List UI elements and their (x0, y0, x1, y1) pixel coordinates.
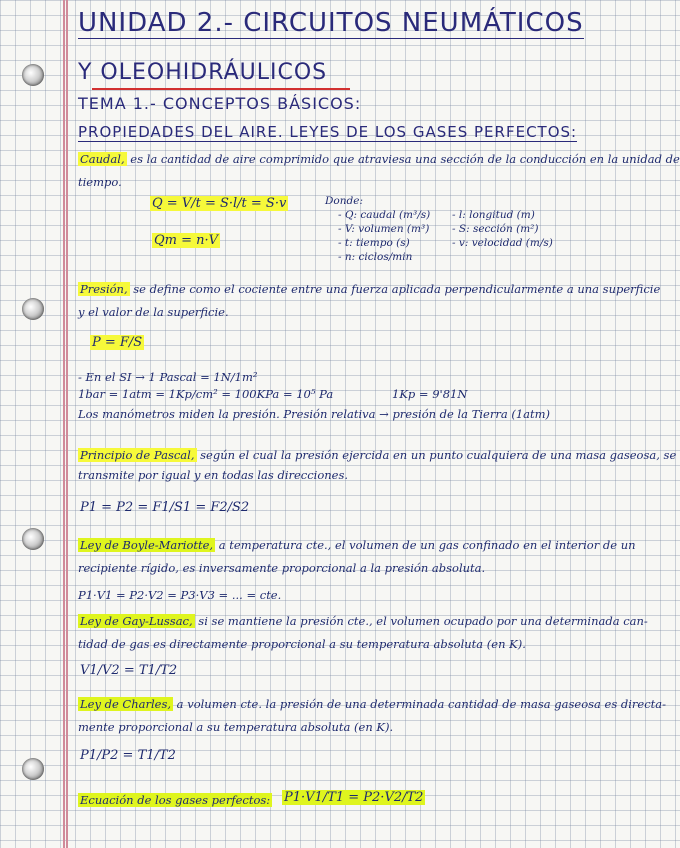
presion-paragraph-line2: y el valor de la superficie. (78, 305, 229, 319)
si-line: - En el SI → 1 Pascal = 1N/1m² (78, 370, 258, 384)
pascal-formula: P1 = P2 = F1/S1 = F2/S2 (80, 500, 250, 515)
legend-title: Donde: (325, 195, 363, 207)
title-underline (92, 88, 350, 90)
presion-paragraph-line1 (78, 282, 660, 296)
kp-line: 1Kp = 9'81N (392, 387, 468, 401)
caudal-text: es la cantidad de aire comprimido que atraviesa una sección de la conducción en la unidad de (126, 152, 680, 166)
boyle-text: a temperatura cte., el volumen de un gas confinado en el interior de un (215, 538, 636, 552)
mass-flow-formula: Qm = n·V (154, 233, 219, 248)
legend-item: - V: volumen (m³) (338, 223, 430, 235)
topic-title: TEMA 1.- CONCEPTOS BÁSICOS: (78, 94, 362, 113)
pressure-formula: P = F/S (92, 335, 143, 350)
legend-item: - Q: caudal (m³/s) (338, 209, 431, 221)
unit-title-line1: UNIDAD 2.- CIRCUITOS NEUMÁTICOS (78, 8, 584, 38)
gay-lussac-paragraph-line2: tidad de gas es directamente proporcional a su temperatura absoluta (en K). (78, 637, 526, 651)
legend-item: - S: sección (m²) (452, 223, 539, 235)
boyle-term: Ley de Boyle-Mariotte, (80, 538, 214, 552)
section-title: PROPIEDADES DEL AIRE. LEYES DE LOS GASES PERFECTOS: (78, 123, 578, 141)
boyle-paragraph-line2: recipiente rígido, es inversamente proporcional a la presión absoluta. (78, 561, 486, 575)
boyle-formula: P1·V1 = P2·V2 = P3·V3 = ... = cte. (78, 588, 282, 602)
presion-term: Presión, (80, 282, 128, 296)
charles-text: a volumen cte. la presión de una determinada cantidad de masa gaseosa es directa- (173, 697, 667, 711)
charles-formula: P1/P2 = T1/T2 (80, 748, 176, 763)
charles-paragraph-line2: mente proporcional a su temperatura absoluta (en K). (78, 720, 394, 734)
pascal-text: según el cual la presión ejercida en un punto cualquiera de una masa gaseosa, se (196, 448, 677, 462)
caudal-paragraph-line1 (78, 152, 680, 166)
caudal-formula: Q = V/t = S·l/t = S·v (152, 196, 287, 211)
margin-line (66, 0, 68, 848)
caudal-paragraph-line2: tiempo. (78, 175, 122, 189)
charles-term: Ley de Charles, (80, 697, 172, 711)
manometros-line: Los manómetros miden la presión. Presión relativa → presión de la Tierra (1atm) (78, 407, 551, 421)
legend-right (452, 208, 553, 250)
pascal-paragraph-line2: transmite por igual y en todas las direcciones. (78, 468, 349, 482)
boyle-paragraph-line1 (78, 538, 636, 552)
caudal-term: Caudal, (80, 152, 125, 166)
margin-line (63, 0, 65, 848)
gases-formula: P1·V1/T1 = P2·V2/T2 (284, 790, 424, 805)
gay-lussac-paragraph-line1 (78, 614, 648, 628)
legend-left (338, 208, 430, 264)
binder-hole (22, 758, 44, 780)
pascal-term: Principio de Pascal, (80, 448, 195, 462)
legend-item: - t: tiempo (s) (338, 237, 410, 249)
presion-text: se define como el cociente entre una fuerza aplicada perpendicularmente a una superficie (129, 282, 661, 296)
gay-lussac-term: Ley de Gay-Lussac, (80, 614, 193, 628)
legend-item: - v: velocidad (m/s) (452, 237, 553, 249)
gay-lussac-formula: V1/V2 = T1/T2 (80, 663, 178, 678)
gases-term: Ecuación de los gases perfectos: (80, 793, 271, 807)
gases-term-line (78, 793, 272, 807)
unit-title-line2: Y OLEOHIDRÁULICOS (78, 60, 328, 85)
charles-paragraph-line1 (78, 697, 666, 711)
units-line: 1bar = 1atm = 1Kp/cm² = 100KPa = 10⁵ Pa (78, 387, 334, 401)
gay-lussac-text: si se mantiene la presión cte., el volumen ocupado por una determinada can- (194, 614, 648, 628)
binder-hole (22, 298, 44, 320)
binder-hole (22, 64, 44, 86)
legend-item: - l: longitud (m) (452, 209, 535, 221)
pascal-paragraph-line1 (78, 448, 676, 462)
binder-hole (22, 528, 44, 550)
legend-item: - n: ciclos/min (338, 251, 413, 263)
